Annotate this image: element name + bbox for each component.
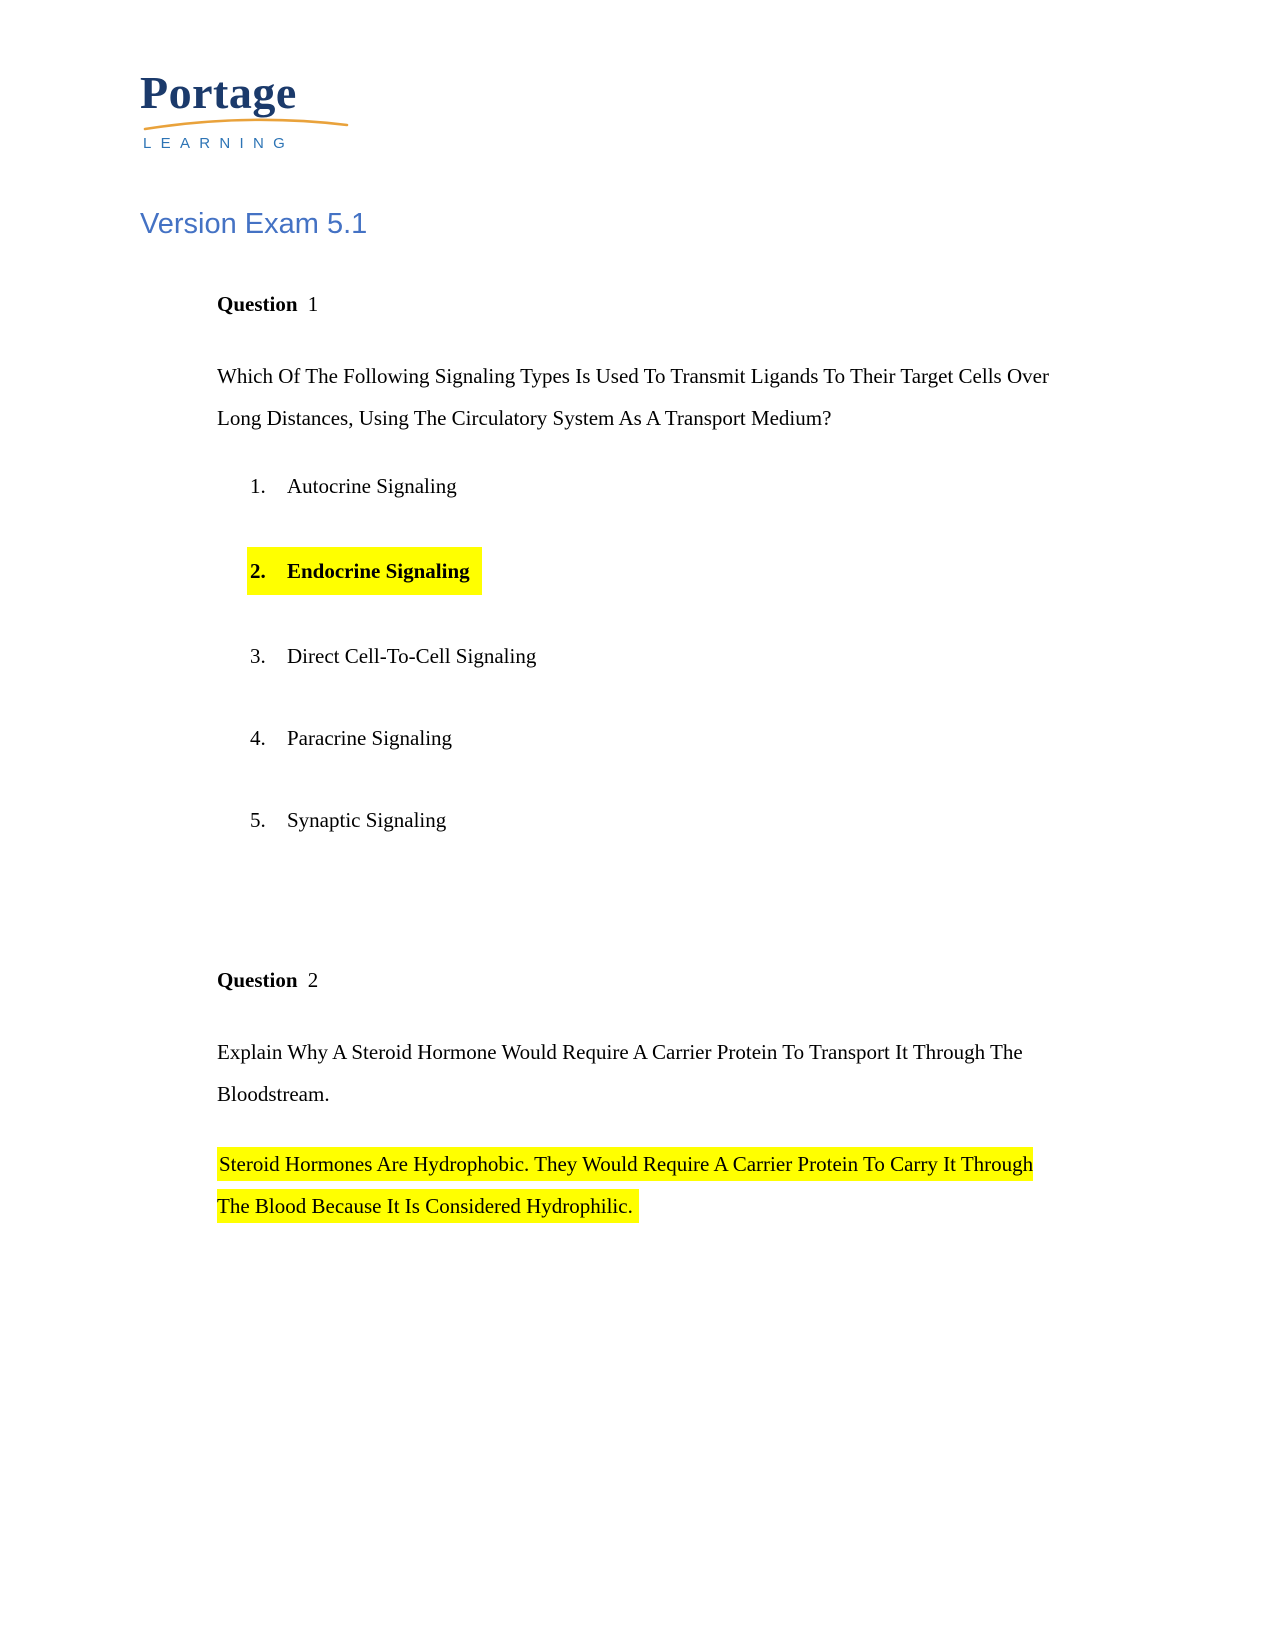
option-2-content bbox=[247, 547, 482, 595]
option-4-content bbox=[250, 717, 452, 759]
page-title: Version Exam 5.1 bbox=[140, 208, 368, 240]
option-4-label: Paracrine Signaling bbox=[287, 726, 453, 750]
question-2-prompt: Explain Why A Steroid Hormone Would Require A Carrier Protein To Transport It Through The Bloodstream. bbox=[217, 1040, 1023, 1106]
option-5-label: Synaptic Signaling bbox=[287, 808, 447, 832]
option-item-3 bbox=[217, 635, 1063, 677]
option-5-content bbox=[250, 799, 446, 841]
highlighted-answer-text: Steroid Hormones Are Hydrophobic. They Would Require A Carrier Protein To Carry It Through The Blood Because It Is Considered Hydrophilic. bbox=[217, 1147, 1033, 1223]
option-item-4 bbox=[217, 717, 1063, 759]
option-1-number: 1. bbox=[250, 474, 266, 498]
option-2-number: 2. bbox=[250, 559, 266, 583]
option-4-number: 4. bbox=[250, 726, 266, 750]
option-list bbox=[217, 465, 1063, 841]
option-1-label: Autocrine Signaling bbox=[287, 474, 457, 498]
question-1-number: 1 bbox=[307, 292, 319, 316]
option-item-1 bbox=[217, 465, 1063, 507]
logo-subtext: LEARNING bbox=[143, 135, 295, 152]
question-2-heading bbox=[217, 959, 1063, 1001]
option-3-number: 3. bbox=[250, 644, 266, 668]
option-5-number: 5. bbox=[250, 808, 266, 832]
option-item-5 bbox=[217, 799, 1063, 841]
logo-swoosh-icon bbox=[142, 118, 350, 132]
portage-logo bbox=[140, 67, 355, 152]
option-1-content bbox=[250, 465, 457, 507]
option-2-label: Endocrine Signaling bbox=[287, 559, 470, 583]
question-1-label: Question bbox=[217, 292, 298, 316]
exam-content bbox=[217, 283, 1063, 1227]
option-3-label: Direct Cell-To-Cell Signaling bbox=[287, 644, 537, 668]
option-3-content bbox=[250, 635, 536, 677]
option-item-2 bbox=[217, 547, 1063, 595]
question-2-answer bbox=[217, 1143, 1063, 1227]
question-1-heading bbox=[217, 283, 1063, 325]
question-2-number: 2 bbox=[307, 968, 319, 992]
logo-wordmark: Portage bbox=[140, 67, 297, 118]
question-1-prompt: Which Of The Following Signaling Types Is Used To Transmit Ligands To Their Target Cells Over Long Distances, Using The Circulatory System As A Transport Medium? bbox=[217, 364, 1049, 430]
question-2-label: Question bbox=[217, 968, 298, 992]
